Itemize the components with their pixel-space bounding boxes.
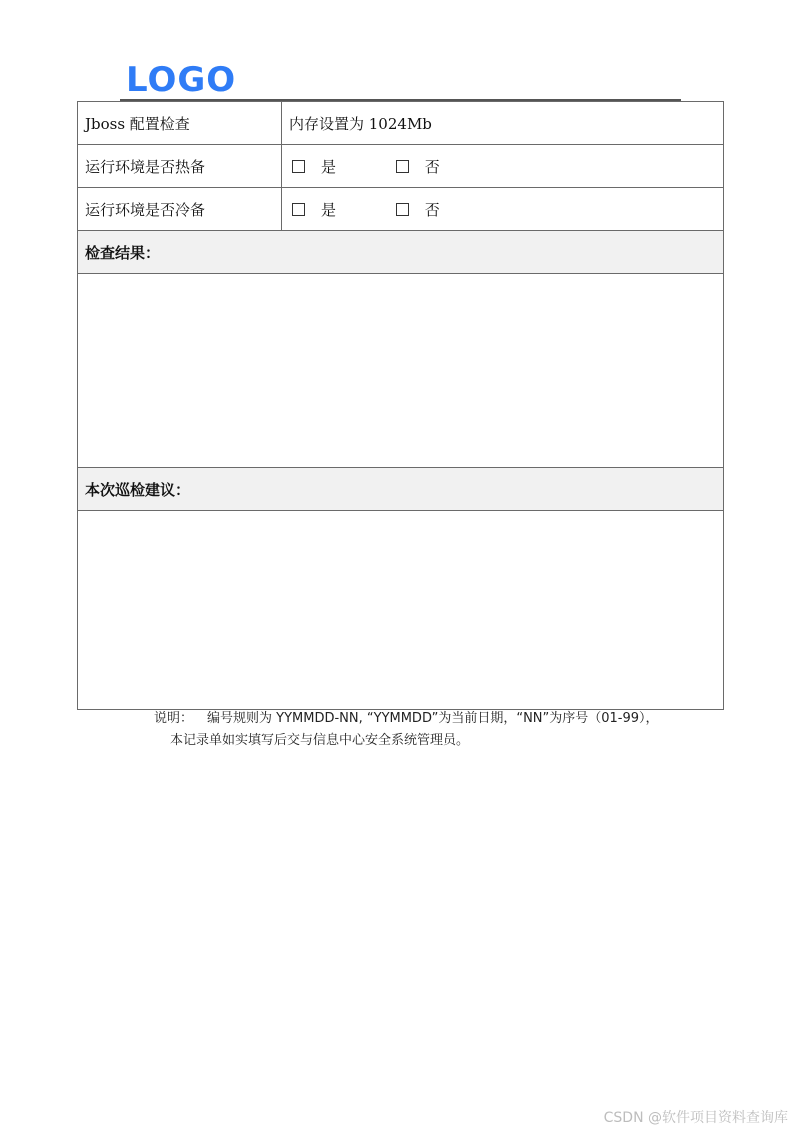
hot-standby-no-option[interactable] (393, 156, 440, 177)
result-section-title: 检查结果： (78, 231, 724, 274)
checkbox-icon[interactable] (292, 203, 305, 216)
cold-standby-options (282, 188, 724, 231)
hot-standby-options (282, 145, 724, 188)
option-label: 否 (424, 200, 440, 219)
inspection-form-table (77, 101, 724, 710)
checkbox-icon[interactable] (292, 160, 305, 173)
result-input-area[interactable] (78, 274, 724, 468)
jboss-config-value: 内存设置为 1024Mb (282, 102, 724, 145)
jboss-config-label: Jboss 配置检查 (78, 102, 282, 145)
table-row (78, 274, 724, 468)
footnote-text-2: 本记录单如实填写后交与信息中心安全系统管理员。 (170, 733, 470, 748)
hot-standby-yes-option[interactable] (289, 156, 336, 177)
checkbox-icon[interactable] (396, 203, 409, 216)
table-row (78, 145, 724, 188)
table-row (78, 231, 724, 274)
option-label: 是 (321, 200, 337, 219)
advice-input-area[interactable] (78, 511, 724, 710)
option-label: 是 (321, 157, 337, 176)
hot-standby-label: 运行环境是否热备 (78, 145, 282, 188)
checkbox-icon[interactable] (396, 160, 409, 173)
advice-section-title: 本次巡检建议： (78, 468, 724, 511)
footnote-text-1: 编号规则为 YYMMDD-NN, “YYMMDD”为当前日期，“NN”为序号（01-99）， (207, 711, 659, 726)
cold-standby-label: 运行环境是否冷备 (78, 188, 282, 231)
footnote-line-1 (154, 708, 659, 730)
table-row (78, 102, 724, 145)
table-row (78, 188, 724, 231)
option-label: 否 (424, 157, 440, 176)
cold-standby-yes-option[interactable] (289, 199, 336, 220)
logo: LOGO (126, 60, 237, 100)
table-row (78, 468, 724, 511)
table-row (78, 511, 724, 710)
footnote (154, 708, 659, 752)
cold-standby-no-option[interactable] (393, 199, 440, 220)
footnote-label: 说明： (154, 711, 194, 726)
watermark: CSDN @软件项目资料查询库 (603, 1110, 788, 1126)
